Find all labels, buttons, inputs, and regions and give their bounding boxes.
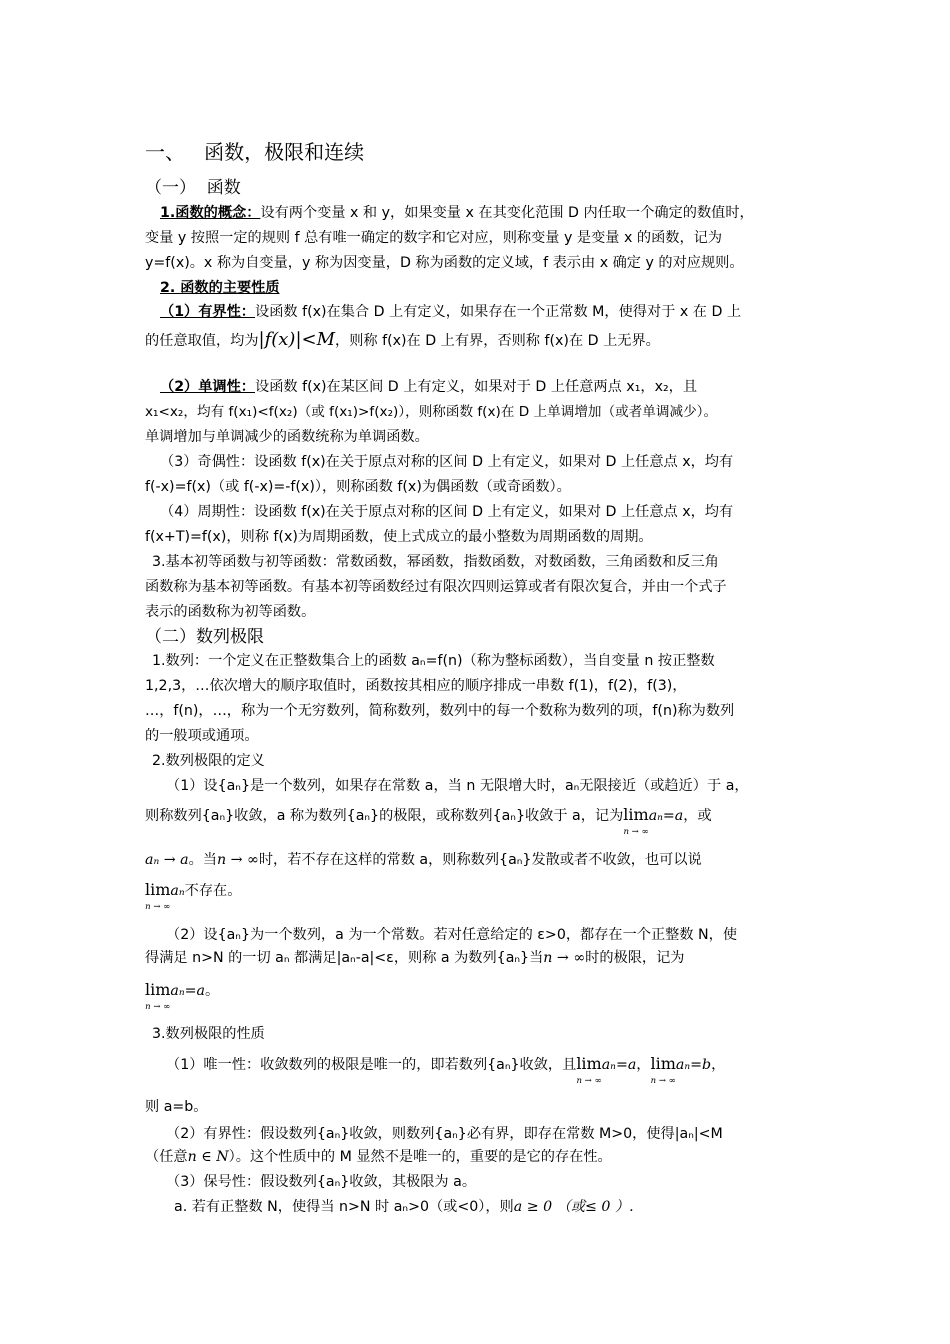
equals-a: =a <box>662 808 684 824</box>
period-line-1: （4）周期性：设函数 f(x)在关于原点对称的区间 D 上有定义，如果对 D 上任意点 x，均有 <box>160 504 734 520</box>
lim-word: lim <box>623 805 649 824</box>
a-n: aₙ <box>601 1057 616 1073</box>
lim-word: lim <box>650 1054 676 1073</box>
n-in-N: n ∈ N <box>187 1149 229 1165</box>
def1-line-4 <box>145 880 815 912</box>
n-to-infinity: n → ∞ <box>543 950 586 966</box>
concept-text-1: 设有两个变量 x 和 y，如果变量 x 在其变化范围 D 内任取一个确定的数值时， <box>260 205 754 221</box>
bnd-text-2b: ）。这个性质中的 M 显然不是唯一的，重要的是它的存在性。 <box>228 1149 612 1165</box>
def2-line-3 <box>145 980 815 1012</box>
elem-line-2: 函数称为基本初等函数。有基本初等函数经过有限次四则运算或者有限次复合，并由一个式子 <box>145 579 727 595</box>
bounded-text-1: 设函数 f(x)在集合 D 上有定义，如果存在一个正常数 M，使得对于 x 在 D 上 <box>255 304 742 320</box>
bounded-line-1 <box>160 302 815 322</box>
equals-b: =b <box>690 1057 712 1073</box>
sign-text-a: a. 若有正整数 N，使得当 n>N 时 aₙ>0（或<0），则 <box>174 1199 514 1215</box>
bounded-text-2a: 的任意取值，均为 <box>145 333 259 349</box>
elem-line-3: 表示的函数称为初等函数。 <box>145 604 316 620</box>
sign-line-2 <box>174 1197 844 1217</box>
bounded-text-2b: ，则称 f(x)在 D 上有界，否则称 f(x)在 D 上无界。 <box>335 333 660 349</box>
comma: ， <box>636 1057 651 1073</box>
def1-text-3b: 时，若不存在这样的常数 a，则称数列{aₙ}发散或者不收敛，也可以说 <box>258 852 702 868</box>
uniq-text-1a: （1）唯一性：收敛数列的极限是唯一的，即若数列{aₙ}收敛，且 <box>166 1057 577 1073</box>
limit-expression <box>623 805 649 837</box>
limit-expression <box>650 1054 676 1086</box>
limit-expression <box>576 1054 602 1086</box>
prop-heading: 3.数列极限的性质 <box>152 1026 265 1042</box>
limit-expression <box>145 880 171 912</box>
period-line-2: f(x+T)=f(x)，则称 f(x)为周期函数，使上式成立的最小整数为周期函数的周期。 <box>145 529 653 545</box>
seq-line-1: 1.数列：一个定义在正整数集合上的函数 aₙ=f(n)（称为整标函数），当自变量 n 按正整数 <box>152 653 715 669</box>
lim-word: lim <box>145 880 171 899</box>
elem-line-1: 3.基本初等函数与初等函数：常数函数，幂函数，指数函数，对数函数，三角函数和反三角 <box>152 554 719 570</box>
bounded-formula: |f(x)|<M <box>258 329 336 350</box>
def1-text-2b: ，或 <box>683 808 712 824</box>
properties-heading: 2. 函数的主要性质 <box>160 280 280 296</box>
seq-line-2: 1,2,3，…依次增大的顺序取值时，函数按其相应的顺序排成一串数 f(1)，f(2)，f(3)， <box>145 678 687 694</box>
uniq-line-1 <box>166 1054 836 1086</box>
concept-line-1 <box>160 203 815 223</box>
lim-subscript: n → ∞ <box>576 1076 602 1086</box>
lim-word: lim <box>145 980 171 999</box>
a-n: aₙ <box>170 883 185 899</box>
parity-line-1: （3）奇偶性：设函数 f(x)在关于原点对称的区间 D 上有定义，如果对 D 上任意点 x，均有 <box>160 454 734 470</box>
limit-expression <box>145 980 171 1012</box>
def2-line-2 <box>145 948 815 968</box>
def1-text-2a: 则称数列{aₙ}收敛，a 称为数列{aₙ}的极限，或称数列{aₙ}收敛于 a，记为 <box>145 808 624 824</box>
def2-text-2a: 得满足 n>N 的一切 aₙ 都满足|aₙ-a|<ε，则称 a 为数列{aₙ}当 <box>145 950 544 966</box>
lim-subscript: n → ∞ <box>145 902 171 912</box>
mono-line-2: x₁<x₂，均有 f(x₁)<f(x₂)（或 f(x₁)>f(x₂)），则称函数 f(x)在 D 上单调增加（或者单调减少）。 <box>145 404 718 420</box>
comma: ， <box>711 1057 726 1073</box>
lim-subscript: n → ∞ <box>145 1002 171 1012</box>
seq-line-3: …，f(n)，…，称为一个无穷数列，简称数列，数列中的每一个数称为数列的项，f(n)称为数列 <box>145 703 735 719</box>
concept-line-3: y=f(x)。x 称为自变量，y 称为因变量，D 称为函数的定义域，f 表示由 x 确定 y 的对应规则。 <box>145 255 744 271</box>
equals-a: =a <box>184 983 205 999</box>
sign-line-1: （3）保号性：假设数列{aₙ}收敛，其极限为 a。 <box>166 1174 477 1190</box>
mono-text-1: 设函数 f(x)在某区间 D 上有定义，如果对于 D 上任意两点 x₁，x₂，且 <box>255 379 698 395</box>
bnd-line-1: （2）有界性：假设数列{aₙ}收敛，则数列{aₙ}必有界，即存在常数 M>0，使得|aₙ|<M <box>166 1126 723 1142</box>
period-mark: 。 <box>204 983 220 999</box>
concept-line-2: 变量 y 按照一定的规则 f 总有唯一确定的数字和它对应，则称变量 y 是变量 x 的函数，记为 <box>145 230 723 246</box>
sign-formula: a ≥ 0 （或≤ 0 ）. <box>513 1199 634 1215</box>
chapter-title: 一、 函数，极限和连续 <box>145 140 365 164</box>
section-heading-sequence-limit: （二）数列极限 <box>145 627 264 647</box>
mono-line-1 <box>160 377 815 397</box>
a-n: aₙ <box>648 808 663 824</box>
def-heading: 2.数列极限的定义 <box>152 753 265 769</box>
bounded-line-2 <box>145 330 815 351</box>
lim-word: lim <box>576 1054 602 1073</box>
concept-label: 1.函数的概念： <box>160 205 261 221</box>
a-n: aₙ <box>675 1057 691 1073</box>
seq-line-4: 的一般项或通项。 <box>145 728 259 744</box>
bounded-label: （1）有界性： <box>160 304 255 320</box>
mono-line-3: 单调增加与单调减少的函数统称为单调函数。 <box>145 429 429 445</box>
uniq-line-2: 则 a=b。 <box>145 1099 208 1115</box>
def2-line-1: （2）设{aₙ}为一个数列，a 为一个常数。若对任意给定的 ε>0，都存在一个正整数 N，使 <box>166 927 738 943</box>
lim-subscript: n → ∞ <box>623 827 649 837</box>
def1-line-3 <box>145 850 815 870</box>
def1-text-3a: 。当 <box>188 852 217 868</box>
def1-line-1: （1）设{aₙ}是一个数列，如果存在常数 a，当 n 无限增大时，aₙ无限接近（或趋近）于 a， <box>166 778 749 794</box>
a-n-to-a: aₙ → a <box>145 852 189 868</box>
n-to-infinity: n → ∞ <box>216 852 259 868</box>
equals-a: =a <box>615 1057 637 1073</box>
lim-subscript: n → ∞ <box>650 1076 676 1086</box>
bnd-line-2 <box>145 1147 815 1167</box>
mono-label: （2）单调性： <box>160 379 255 395</box>
def1-text-4: 不存在。 <box>184 883 242 899</box>
a-n: aₙ <box>170 983 185 999</box>
parity-line-2: f(-x)=f(x)（或 f(-x)=-f(x)），则称函数 f(x)为偶函数（或奇函数）。 <box>145 479 571 495</box>
def2-text-2b: 时的极限，记为 <box>585 950 685 966</box>
def1-line-2 <box>145 805 815 837</box>
bnd-text-2a: （任意 <box>145 1149 188 1165</box>
section-heading-functions: （一） 函数 <box>145 178 241 198</box>
